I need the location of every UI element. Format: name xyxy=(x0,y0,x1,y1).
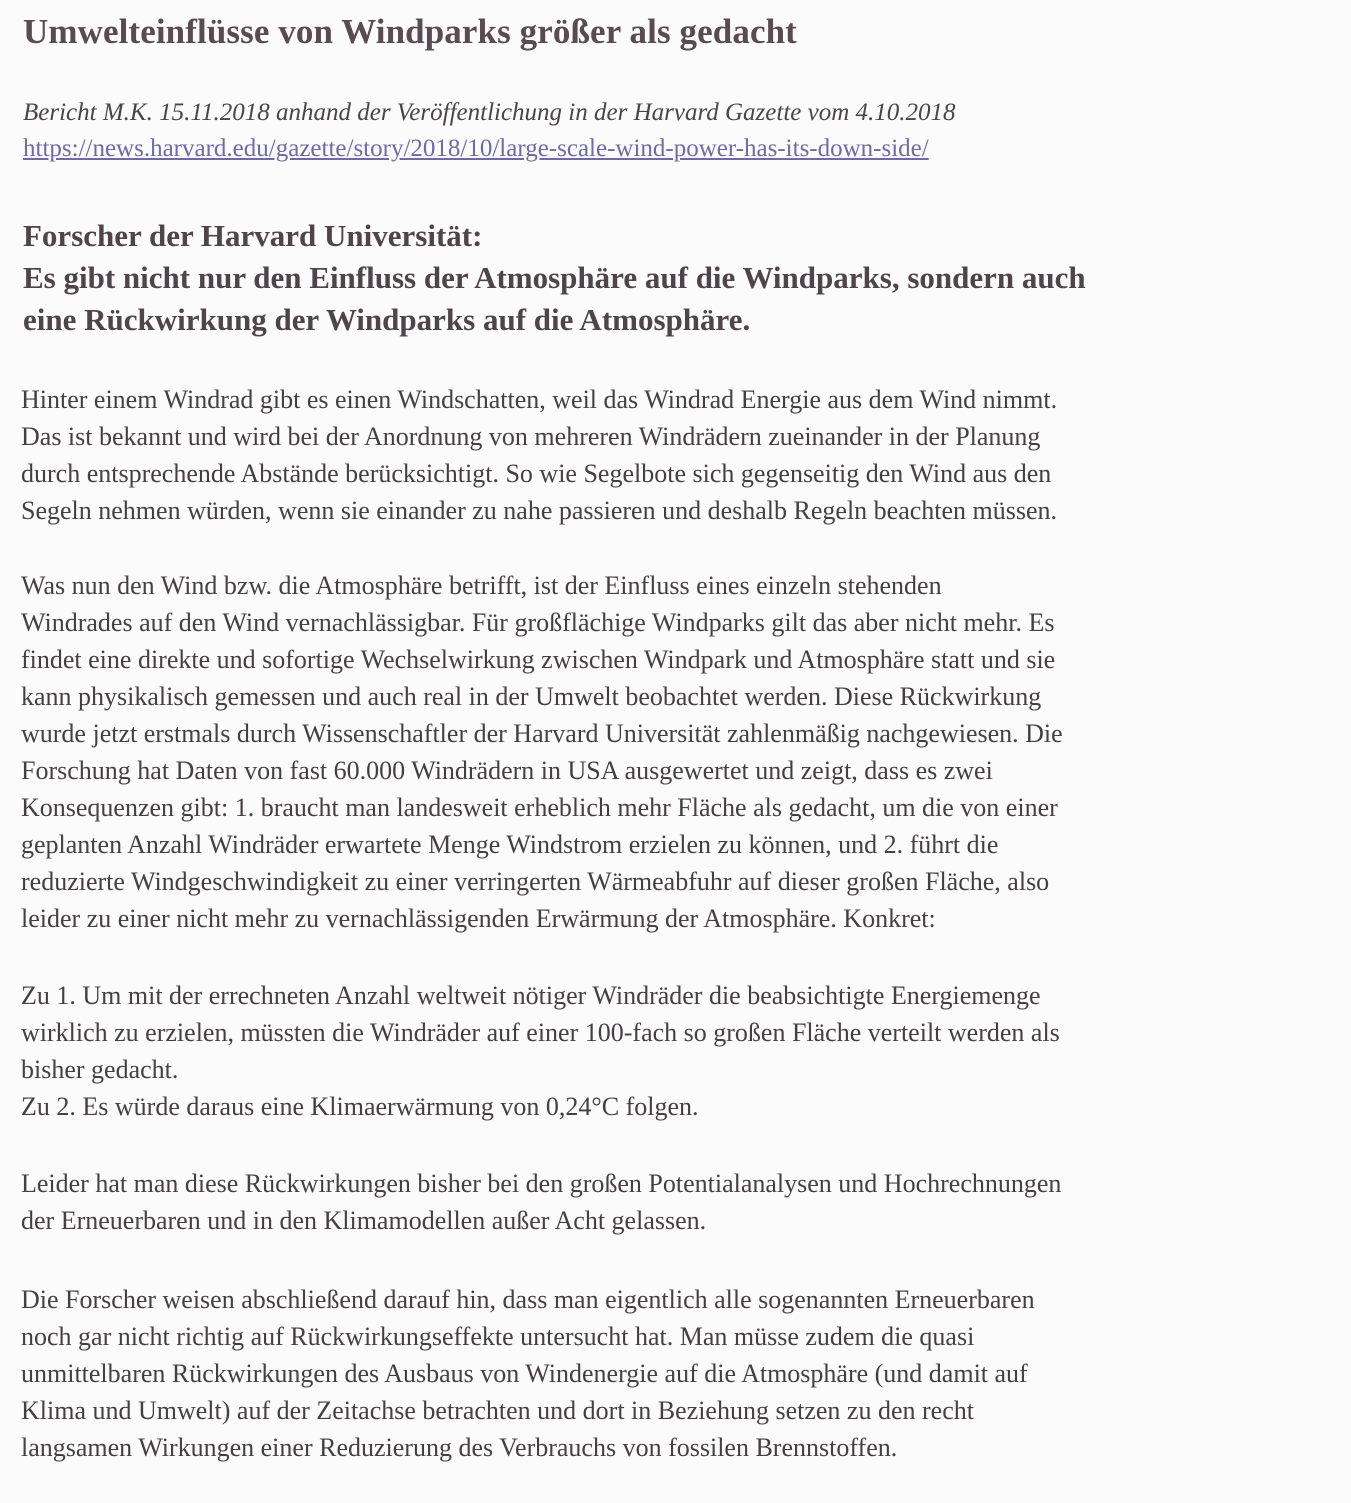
text-line: Zu 1. Um mit der errechneten Anzahl weltweit nötiger Windräder die beabsichtigte Energiemenge xyxy=(21,981,1041,1010)
text-line: reduzierte Windgeschwindigkeit zu einer verringerten Wärmeabfuhr auf dieser großen Fläche, also xyxy=(21,867,1050,896)
headline-line-3: eine Rückwirkung der Windparks auf die Atmosphäre. xyxy=(23,302,751,337)
paragraph-atmosphaere xyxy=(21,567,1331,937)
text-line: Klima und Umwelt) auf der Zeitachse betrachten und dort in Beziehung setzen zu den recht xyxy=(21,1396,974,1425)
text-line: der Erneuerbaren und in den Klimamodellen außer Acht gelassen. xyxy=(21,1206,707,1235)
text-line: Konsequenzen gibt: 1. braucht man landesweit erheblich mehr Fläche als gedacht, um die von einer xyxy=(21,793,1058,822)
text-line: wirklich zu erzielen, müssten die Windräder auf einer 100-fach so großen Fläche verteilt werden als xyxy=(21,1018,1060,1047)
source-link[interactable]: https://news.harvard.edu/gazette/story/2018/10/large-scale-wind-power-has-its-down-side/ xyxy=(23,135,929,162)
paragraph-windschatten xyxy=(21,381,1331,529)
text-line: kann physikalisch gemessen und auch real in der Umwelt beobachtet werden. Diese Rückwirkung xyxy=(21,682,1042,711)
text-line: noch gar nicht richtig auf Rückwirkungseffekte untersucht hat. Man müsse zudem die quasi xyxy=(21,1322,975,1351)
headline-line-2: Es gibt nicht nur den Einfluss der Atmosphäre auf die Windparks, sondern auch xyxy=(23,260,1086,295)
text-line: Hinter einem Windrad gibt es einen Windschatten, weil das Windrad Energie aus dem Wind nimmt. xyxy=(21,385,1058,414)
text-line: leider zu einer nicht mehr zu vernachlässigenden Erwärmung der Atmosphäre. Konkret: xyxy=(21,904,936,933)
text-line: findet eine direkte und sofortige Wechselwirkung zwischen Windpark und Atmosphäre statt und sie xyxy=(21,645,1056,674)
paragraph-fazit xyxy=(21,1281,1331,1466)
text-line: Forschung hat Daten von fast 60.000 Windrädern in USA ausgewertet und zeigt, dass es zwei xyxy=(21,756,993,785)
text-line: geplanten Anzahl Windräder erwartete Menge Windstrom erzielen zu können, und 2. führt die xyxy=(21,830,999,859)
text-line: Zu 2. Es würde daraus eine Klimaerwärmung von 0,24°C folgen. xyxy=(21,1092,699,1121)
text-line: durch entsprechende Abstände berücksichtigt. So wie Segelbote sich gegenseitig den Wind aus den xyxy=(21,459,1052,488)
paragraph-konkret xyxy=(21,977,1331,1125)
text-line: Leider hat man diese Rückwirkungen bisher bei den großen Potentialanalysen und Hochrechnungen xyxy=(21,1169,1062,1198)
text-line: bisher gedacht. xyxy=(21,1055,179,1084)
text-line: Windrades auf den Wind vernachlässigbar. Für großflächige Windparks gilt das aber nicht mehr. Es xyxy=(21,608,1055,637)
text-line: unmittelbaren Rückwirkungen des Ausbaus von Windenergie auf die Atmosphäre (und damit auf xyxy=(21,1359,1028,1388)
headline-line-1: Forscher der Harvard Universität: xyxy=(23,218,483,253)
document-title: Umwelteinflüsse von Windparks größer als gedacht xyxy=(23,12,797,51)
text-line: Was nun den Wind bzw. die Atmosphäre betrifft, ist der Einfluss eines einzeln stehenden xyxy=(21,571,942,600)
text-line: Das ist bekannt und wird bei der Anordnung von mehreren Windrädern zueinander in der Planung xyxy=(21,422,1041,451)
paragraph-rueckwirkungen xyxy=(21,1165,1331,1239)
report-byline: Bericht M.K. 15.11.2018 anhand der Veröffentlichung in der Harvard Gazette vom 4.10.2018 xyxy=(23,99,956,126)
text-line: langsamen Wirkungen einer Reduzierung des Verbrauchs von fossilen Brennstoffen. xyxy=(21,1433,898,1462)
text-line: Die Forscher weisen abschließend darauf hin, dass man eigentlich alle sogenannten Erneuerbaren xyxy=(21,1285,1035,1314)
text-line: Segeln nehmen würden, wenn sie einander zu nahe passieren und deshalb Regeln beachten müssen. xyxy=(21,496,1058,525)
text-line: wurde jetzt erstmals durch Wissenschaftler der Harvard Universität zahlenmäßig nachgewiesen. Die xyxy=(21,719,1063,748)
